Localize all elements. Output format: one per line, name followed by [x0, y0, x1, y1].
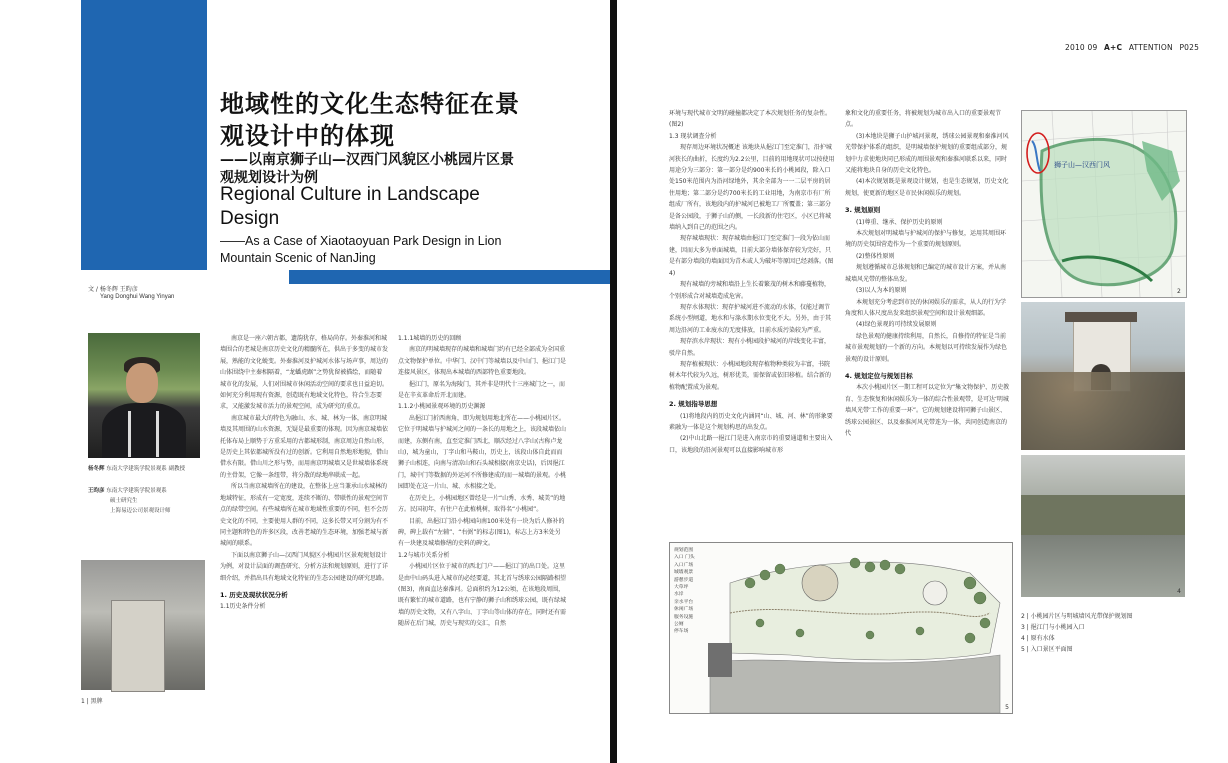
- banner-notch: [207, 270, 289, 284]
- paragraph: 本规划充分考虑到市民的休闲娱乐的需求，从人的行为学角度和人体尺度出发来组织景观空间和设计景观细部。: [845, 298, 1007, 317]
- portrait-body: [102, 403, 186, 458]
- fig1-caption: 1 | 黑牌: [81, 698, 103, 705]
- paragraph: 本次规划对明城墙与护城河的保护与修复，运用其周围环境的历史氛围营造作为一个重要的规划原则。: [845, 230, 1007, 249]
- city-gate-photo: [1021, 302, 1185, 450]
- paragraph: 现存水体现状：现存护城河进不流动的水体，仅能过调节系统小型闸道，地水和与涤水期水位变化不大。另外，由于其周边沿河的工业废水的无度排放，目前水质污染较为严重。: [669, 303, 832, 334]
- body-column-2: [398, 333, 566, 630]
- title-en-line2: Design: [220, 208, 280, 229]
- body-column-4: [845, 108, 1011, 439]
- paragraph: 所以当南京城墙所在的建设，在整体上应当兼承山水城林的地域特征，形成有一定宽度，连续不断的、带联性的景观空间节点的绿带空间。有些城墙所在城市地域性重要的不同，但不会历史文化的不同，主要使用人群的不同，这多长带又可分割为有不同主题和特色的许多区段，改善老城的生态环境，加强老城与新城间的联系。: [220, 483, 389, 548]
- author-portrait-photo: [88, 333, 200, 458]
- author-bio-1: [88, 464, 206, 472]
- subtitle-en-line1: ——As a Case of Xiaotaoyuan Park Design in Lion: [220, 234, 502, 248]
- fig5-number: 5: [1005, 704, 1009, 711]
- paragraph: 现存周边环境状况概述 该地块从挹江门至定淮门，沿护城河狭长的曲折，长度约为2.2公里，目前的用地现状可以按使用用途分为三部分：第一部分是约900米长的小桃园段，除入口处150米范围内为沿河绿地外，其余全部为一一二层平房的居住用地；第二部分是约700米长的工业用地，为南京市有厂所组成厂所有，该地段内的护城河已被地工厂所覆盖；第三部分是备公园段，于狮子山的侧，一长段新的住宅区，小区已将城墙纳入到自己的范围之内。: [669, 144, 835, 232]
- paragraph: (2)整体性原则: [856, 252, 895, 260]
- paragraph: (2)中山北路一挹江门是进入南京市的重要通道和主要出入口，该地段的沿河景观可以直接影响城市形: [669, 435, 833, 454]
- subsection-heading: 1.1.2小桃园景观环境的历史渊源: [398, 403, 486, 411]
- tree-mass: [1021, 372, 1185, 450]
- legend-item: 休闲广场: [674, 607, 694, 613]
- legend-item: 水岸: [674, 592, 684, 598]
- issue-number: 2010 09: [1065, 43, 1098, 52]
- page-gutter: [610, 0, 617, 763]
- legend-item: 停车场: [674, 629, 689, 635]
- paragraph: 规划遵循城市总体规划和已编定的城市设计方案，并从南城墙风光带的整体出发。: [845, 264, 1007, 283]
- gate-roof: [1065, 312, 1137, 322]
- author-desc: 东南大学建筑学院景观系: [106, 488, 167, 494]
- paragraph: 现存植被现状：小桃园地段现存植物种类较为丰富，书院树木年代较为久远，树形优美，需保留或依旧移植。结合新的植物配置成为景观。: [669, 360, 832, 391]
- subsection-heading: 1.1.1城墙的历史的回顾: [398, 335, 462, 342]
- paragraph: 挹江门，原名为海陵门，其并非是明代十三座城门之一，而是在辛亥革命后开北而建。: [398, 380, 566, 400]
- legend-item: 服务设施: [674, 614, 694, 620]
- paragraph: (3)以人为本的原则: [856, 287, 907, 295]
- entrance-plan-figure: [669, 542, 1013, 714]
- body-column-1: [220, 333, 388, 613]
- map-label: 狮子山—汉西门风: [1054, 161, 1110, 169]
- section-heading: 1. 历史及现状状况分析: [220, 590, 288, 599]
- running-header: [1065, 43, 1199, 52]
- fig2-caption: 2 | 小桃园片区与明城墙风光带保护规划图: [1021, 613, 1133, 620]
- paragraph: (3)本地块是狮子山护城河景观，绣球公园景观和秦淮河风光带保护体系的组织，是明城墙保护规划的重要组成部分，规划中力求使地块同已形成的周围景观和秦淮河联系以来，同时又能将地块自身的历史文化特色。: [845, 132, 1009, 175]
- legend-item: 城墙观景: [674, 570, 694, 576]
- paragraph: 目前，出挹江门沿小桃园向南100米处有一块为后人修补的碑，碑上载有“左辅”、“右弼”的标志(图1)，标志上方3米处另有一块建及城墙修缮的史料的碑文。: [398, 517, 565, 548]
- paragraph: 象和文化的重要任务，将被规划为城市出入口的重要景观节点。: [845, 110, 1002, 129]
- subtitle-cn-line1: ——以南京狮子山—汉西门风貌区小桃园片区景: [220, 152, 514, 168]
- water-body: [1021, 535, 1185, 597]
- title-cn-line1: 地域性的文化生态特征在景: [220, 90, 520, 118]
- paragraph: 本次小桃园片区一期工程可以定位为“集文物保护、历史教育、生态恢复和休闲娱乐为一体的综合性景观带，是可达‘明城墙风光带’工作的重要一环”。它的规划建设将同狮子山景区、绣球公园景区、以及秦淮河风光带连为一体，共同创造南京的代: [845, 384, 1010, 437]
- section-heading: 2. 规划指导思想: [669, 400, 718, 409]
- fig4-number: 4: [1177, 588, 1181, 595]
- magazine-name: A+C: [1104, 43, 1123, 52]
- left-page: [0, 0, 610, 763]
- legend-item: 公厕: [674, 622, 684, 628]
- author-desc: 东南大学建筑学院景观系 副教授: [106, 466, 186, 472]
- paragraph: 现存城墙现状：现存城墙由挹江门至定淮门一段为依山而建，因而大多为单面城墙，目前大部分墙体保存较为完好，只是有部分墙段的墙面因为青木或人为破坏等原因已经剥落。(图4): [669, 235, 834, 277]
- paragraph: 下面以南京狮子山—汉西门风貌区小桃园片区景观规划设计为例，对设计层面的调查研究、分析方法和规划原则，进行了详细介绍，并指出具有地域文化特征的生态公园建设的研究思路。: [220, 551, 389, 582]
- section-heading: 4. 规划定位与规划目标: [845, 371, 913, 380]
- paragraph: 现有城墙的旁城和墙沿上生长着繁茂的树木和藤蔓植物，个别形成合对城墙造成危害。: [669, 281, 831, 300]
- author-name: 王昀彦: [88, 488, 105, 494]
- legend-item: 入口广场: [674, 562, 694, 568]
- author-desc: 硕士研究生: [110, 498, 138, 504]
- column-name: ATTENTION: [1128, 43, 1173, 52]
- subsection-heading: 1.3 现状调查分析: [669, 132, 717, 140]
- far-shore: [1021, 495, 1185, 535]
- stele-photo: [81, 560, 205, 690]
- author-name: 杨冬辉: [88, 466, 105, 472]
- author-desc: 上海易迈公司景观设计师: [110, 508, 171, 514]
- legend-item: 入口 门头: [674, 555, 695, 561]
- jacket-stripe: [156, 411, 159, 457]
- section-heading: 3. 规划原则: [845, 206, 881, 215]
- author-bio-2: [88, 486, 206, 516]
- paragraph: (1)尊重、继承、保护历史的原则: [856, 218, 943, 226]
- page-number: P025: [1179, 43, 1200, 52]
- paragraph: 环境与现代城市文明的碰撞都决定了本次规划任务的复杂性。(图2): [669, 110, 832, 129]
- paragraph: 南京城市最大的特色为融山、水、城、林为一体，南京明城墙及其周围的山水资源，无疑是最重要的体现。因为南京城墙依托体布局上顺势于方重采用的古都城形制，南京周边自然山形，是历史上其依都城所没有过的创新。它利用自然地形地貌，借山借水有限。借山川之形与势，而用南京明城墙又是世城墙体系统的主骨架，它像一条纽带，将分散的绿地串联成一起。: [220, 414, 389, 479]
- blue-banner-vertical: [81, 0, 207, 270]
- paragraph: (4)本次规划既是景观设计规划，也是生态规划，历史文化规划，使更新的地区是市民休闲娱乐的规划。: [845, 178, 1009, 197]
- body-column-3: [669, 108, 835, 456]
- legend-item: 规划范围: [674, 548, 694, 553]
- title-en-line1: Regional Culture in Landscape: [220, 184, 480, 205]
- subsection-heading: 1.1历史条件分析: [220, 603, 266, 611]
- map-drawing: [1022, 111, 1186, 297]
- plan-legend: [674, 547, 695, 636]
- stele-stone: [111, 600, 165, 692]
- subtitle-en-line2: Mountain Scenic of NanJing: [220, 251, 376, 265]
- paragraph: 南京的明城墙现存的城墙和城墙门约有已经全部成为全国重点文物保护单位。中华门、汉中门等城墙以及中山门、挹江门是连接风景区，体现出本城墙的西部特色重要地段。: [398, 346, 567, 377]
- paragraph: 出挹江门折西南角，即为规划用地北所在——小桃园片区。它位于明城墙与护城河之间的一条长的用地之上，该段城墙依山而建，东侧有南，直至定淮门西北，顺次经过八字山(古称卢龙山)，城为童山，丁字山和马鞍山，历史上，该段山体自此而而狮子山相连，向南与清凉山和石头城相接(南京史话)，后因挹江门，城中门等数据的外运河不所修建成的而一城墙的景观。小桃园即处在这一片山、城、水相接之处。: [398, 414, 567, 491]
- title-cn-line2: 观设计中的体现: [220, 122, 395, 150]
- portrait-face: [126, 363, 158, 403]
- legend-item: 游憩步道: [674, 577, 694, 583]
- subsection-heading: 1.2与城市关系分析: [398, 551, 450, 559]
- fig2-number: 2: [1177, 288, 1181, 295]
- paragraph: (1)将地段内的历史文化内涵同“山、城、河、林”的形象要素融为一体是这个规划构思的出发点。: [669, 412, 833, 431]
- district-map-figure: [1021, 110, 1187, 298]
- paragraph: 南京是一座六朝古都，遗韵犹存，格局尚存。外秦淮河和城墙围合的老城是南京历史文化的精髓所在，供出于多变的城市发展，熟能的文化蜕变。外秦淮河及护城河水体与场声事，周边的山体围绕中主秦相隔着，“龙蟠虎踞”之势犹留被描绘，而随着城市化的发展，人们对围城市休闲活动空间的要求也日益迫切。如何充分利用现有资源，创造既有地域文化特色，符合生态要求，又能激发城市活力的景观空间，成为研究的重点。: [220, 335, 389, 411]
- paragraph: 在历史上，小桃园地区曾经是一片“山秀、水秀、城美”的地方。民国初年，有往户在此植桃树，取得名“小桃园”。: [398, 494, 566, 514]
- figure-captions: [1021, 611, 1133, 655]
- paragraph: (4)绿色景观的可持续发展原则: [856, 321, 937, 329]
- fig5-caption: 5 | 入口景区平面图: [1021, 646, 1073, 653]
- byline-cn: 文 / 杨冬辉 王昀彦: [88, 286, 138, 293]
- fig3-caption: 3 | 挹江门与小桃园入口: [1021, 624, 1085, 631]
- subtitle-cn-line2: 观规划设计为例: [220, 170, 318, 186]
- paragraph: 现存滨水岸现状：现有小桃园段护城河的岸线变化丰富，驳岸自然。: [669, 338, 831, 357]
- paragraph: 小桃园片区位于城市的西北门户——挹江门的出口处。这里是由中山码头进入城市的必经要道，其北首与绣球公园隔路相望(图3)，南面直达秦淮河。总面积约为12公顷，在该地段周围，既有繁忙的城市道路，也有宁静的狮子山和绣球公园，既有绿城墙的历史文物，又有八字山、丁字山等山体的存在，同时还有需随居在后门城，历史与现实的交汇，自然: [398, 563, 567, 628]
- plan-drawing: [670, 543, 1012, 713]
- jacket-stripe: [128, 411, 131, 457]
- original-water-photo: [1021, 455, 1185, 597]
- fig4-caption: 4 | 原有水体: [1021, 635, 1055, 642]
- legend-item: 亲水平台: [674, 599, 694, 605]
- byline-en: Yang Donghui Wang Yinyan: [100, 294, 175, 300]
- legend-item: 大草坪: [674, 585, 689, 591]
- paragraph: 绿色景观的健康持续利用，自然长，自修持的特征是当前城市景观规划的一个新的方向。本规划以可持续发展作为绿色景观的设计原则。: [845, 332, 1008, 363]
